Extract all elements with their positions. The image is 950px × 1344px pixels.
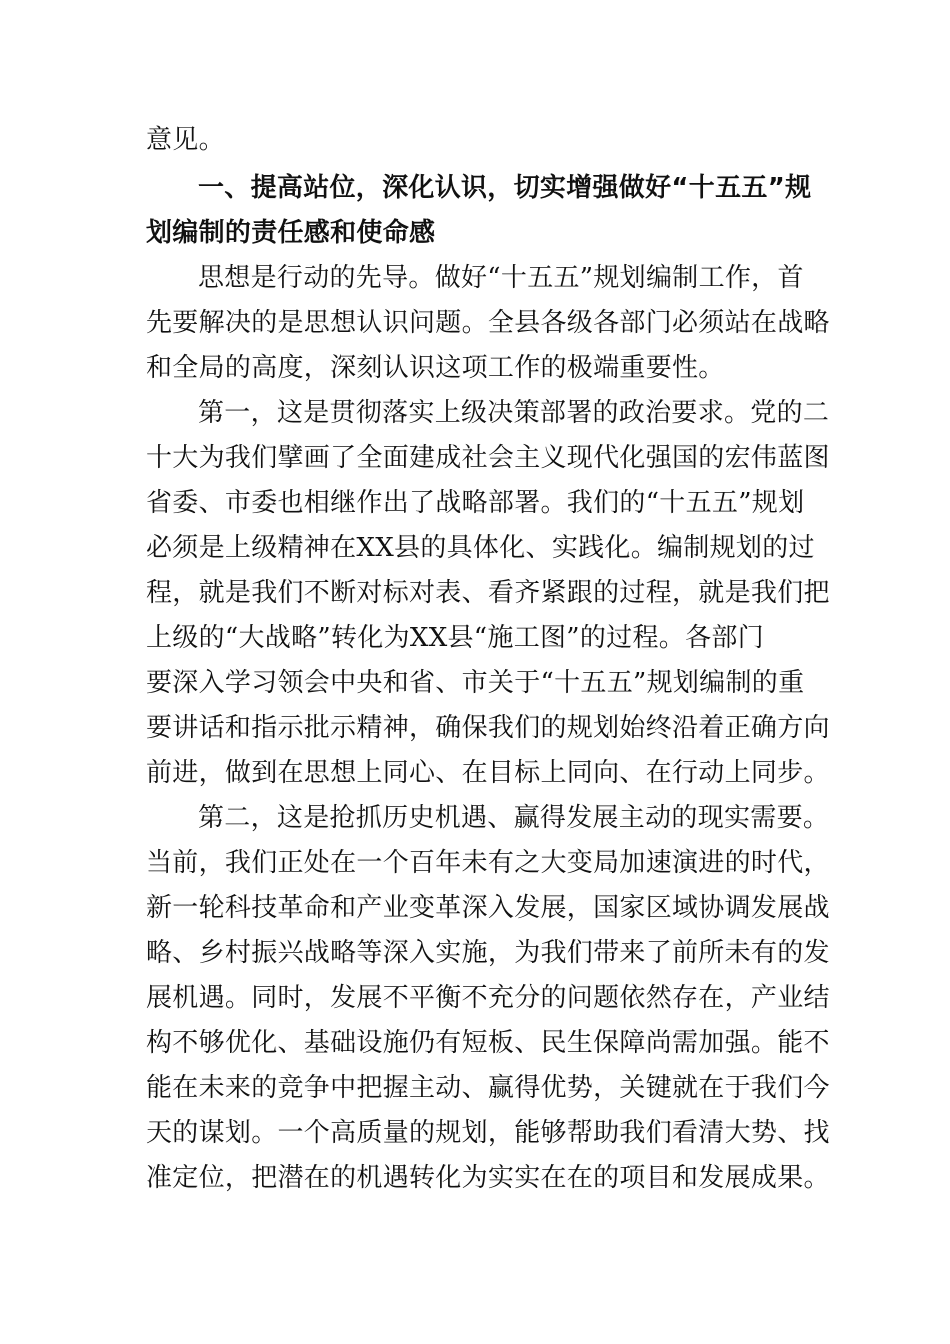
paragraph-line: 十大为我们擘画了全面建成社会主义现代化强国的宏伟蓝图 [146,443,830,473]
paragraph-line: 要讲话和指示批示精神，确保我们的规划始终沿着正确方向 [146,713,830,743]
paragraph-line: 思想是行动的先导。做好“十五五”规划编制工作，首 [198,263,804,293]
paragraph-line: 第二，这是抢抓历史机遇、赢得发展主动的现实需要。 [198,803,830,833]
paragraph-line: 上级的“大战略”转化为XX县“施工图”的过程。各部门 [146,623,764,653]
paragraph-line: 能在未来的竞争中把握主动、赢得优势，关键就在于我们今 [146,1073,830,1103]
paragraph-line: 省委、市委也相继作出了战略部署。我们的“十五五”规划 [146,488,805,518]
paragraph-line: 先要解决的是思想认识问题。全县各级各部门必须站在战略 [146,308,830,338]
paragraph-line: 第一，这是贯彻落实上级决策部署的政治要求。党的二 [198,398,830,428]
paragraph-line: 新一轮科技革命和产业变革深入发展，国家区域协调发展战 [146,893,830,923]
paragraph-line: 构不够优化、基础设施仍有短板、民生保障尚需加强。能不 [146,1028,830,1058]
paragraph-line: 当前，我们正处在一个百年未有之大变局加速演进的时代， [146,848,830,878]
section-heading-line-2: 划编制的责任感和使命感 [146,218,436,248]
document-body [146,118,830,1201]
paragraph-line: 前进，做到在思想上同心、在目标上同向、在行动上同步。 [146,758,830,788]
paragraph-line: 程，就是我们不断对标对表、看齐紧跟的过程，就是我们把 [146,578,830,608]
paragraph-line: 准定位，把潜在的机遇转化为实实在在的项目和发展成果。 [146,1163,830,1193]
paragraph-line: 和全局的高度，深刻认识这项工作的极端重要性。 [146,353,725,383]
paragraph-line: 要深入学习领会中央和省、市关于“十五五”规划编制的重 [146,668,805,698]
paragraph-line: 略、乡村振兴战略等深入实施，为我们带来了前所未有的发 [146,938,830,968]
paragraph-line: 必须是上级精神在XX县的具体化、实践化。编制规划的过 [146,533,815,563]
section-heading-line-1: 一、提高站位，深化认识，切实增强做好“十五五”规 [198,173,812,203]
paragraph-line: 展机遇。同时，发展不平衡不充分的问题依然存在，产业结 [146,983,830,1013]
text-line-opinion-end: 意见。 [146,125,225,155]
paragraph-line: 天的谋划。一个高质量的规划，能够帮助我们看清大势、找 [146,1118,830,1148]
